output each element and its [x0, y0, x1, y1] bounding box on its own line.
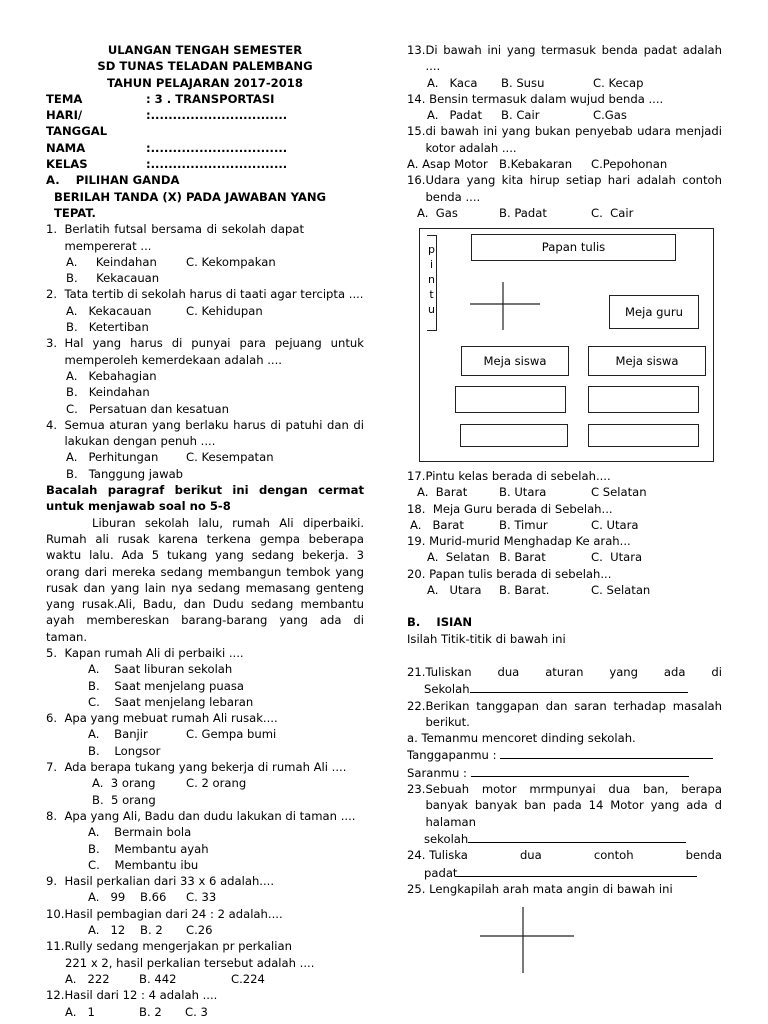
- options: A. Utara B. Barat. C. Selatan: [427, 583, 651, 598]
- question-10: 10. Hasil pembagian dari 24 : 2 adalah....: [46, 906, 283, 921]
- door: p i n t u: [427, 235, 437, 331]
- student-desk: Meja siswa: [461, 346, 569, 376]
- right-column: [407, 42, 722, 221]
- options: B. Kekacauan: [66, 271, 160, 286]
- identity-block: [46, 91, 364, 172]
- teacher-desk: Meja guru: [609, 295, 699, 329]
- question-11-continued: 221 x 2, hasil perkalian tersebut adalah ....: [65, 955, 315, 970]
- options: A. 3 orang C. 2 orang: [92, 776, 247, 791]
- section-a-title: A. PILIHAN GANDA: [46, 173, 180, 188]
- question-3: 3. Hal yang harus di punyai para pejuang untuk memperoleh kemerdekaan adalah ....: [46, 336, 364, 367]
- options: A. Kaca B. Susu C. Kecap: [427, 75, 644, 90]
- student-desk-empty: [460, 424, 568, 447]
- identity-row: KELAS :...............................: [46, 157, 288, 172]
- header-year: TAHUN PELAJARAN 2017-2018: [107, 75, 303, 90]
- question-22-sub: a. Temanmu mencoret dinding sekolah.: [407, 731, 636, 746]
- question-2: 2. Tata tertib di sekolah harus di taati agar tercipta ....: [46, 287, 364, 302]
- answer-blank[interactable]: [470, 680, 688, 693]
- question-24: 24. Tuliska dua contoh benda: [407, 848, 722, 863]
- options: A. Barat B. Utara C Selatan: [417, 485, 647, 500]
- question-23-answer-line: sekolah: [407, 830, 722, 847]
- options: A. Barat B. Timur C. Utara: [410, 517, 639, 532]
- question-13: 13. Di bawah ini yang termasuk benda padat adalah ....: [407, 43, 722, 74]
- question-1: 1. Berlatih futsal bersama di sekolah dapat mempererat ...: [46, 222, 304, 253]
- options: B. 5 orang: [92, 792, 156, 807]
- response-line: Tanggapanmu :: [407, 746, 722, 763]
- question-22: 22. Berikan tanggapan dan saran terhadap masalah berikut.: [407, 698, 722, 729]
- compass-cross: [470, 282, 542, 332]
- question-15: 15. di bawah ini yang bukan penyebab udara menjadi kotor adalah ....: [407, 124, 722, 155]
- question-5: 5. Kapan rumah Ali di perbaiki ....: [46, 645, 244, 660]
- wind-direction-cross: [478, 905, 576, 975]
- question-21-answer-line: Sekolah: [407, 680, 722, 697]
- question-25: 25. Lengkapilah arah mata angin di bawah ini: [407, 881, 673, 896]
- section-a-instruction: BERILAH TANDA (X) PADA JAWABAN YANG TEPAT.: [54, 189, 327, 220]
- options: A. Gas B. Padat C. Cair: [417, 205, 634, 220]
- whiteboard: Papan tulis: [471, 234, 676, 261]
- options: A. 12 B. 2 C.26: [88, 923, 213, 938]
- student-desk-empty: [588, 424, 699, 447]
- paragraph-intro: Bacalah paragraf berikut ini dengan cermat untuk menjawab soal no 5-8: [46, 483, 364, 514]
- header-school: SD TUNAS TELADAN PALEMBANG: [97, 59, 313, 74]
- question-14: 14. Bensin termasuk dalam wujud benda ....: [407, 91, 664, 106]
- question-6: 6. Apa yang mebuat rumah Ali rusak....: [46, 711, 278, 726]
- answer-blank[interactable]: [471, 764, 689, 777]
- options: A. Padat B. Cair C.Gas: [427, 108, 627, 123]
- options: A. 99 B.66 C. 33: [88, 890, 217, 905]
- identity-row: TEMA : 3 . TRANSPORTASI: [46, 91, 275, 106]
- question-12: 12. Hasil dari 12 : 4 adalah ....: [46, 988, 218, 1003]
- question-21: 21. Tuliskan dua aturan yang ada di: [407, 664, 722, 679]
- options: B. Longsor: [88, 743, 161, 758]
- options: A. Kebahagian B. Keindahan C. Persatuan dan kesatuan: [66, 368, 229, 416]
- left-column: [46, 42, 364, 1020]
- response-line: Saranmu :: [407, 764, 722, 781]
- options: A. Kekacauan C. Kehidupan: [66, 303, 263, 318]
- spacer: [407, 647, 722, 664]
- reading-paragraph: Liburan sekolah lalu, rumah Ali diperbaiki. Rumah ali rusak karena terkena gempa beberapa waktu lalu. Ada 5 tukang yang sedang bekerja. 3 orang dari mereka sedang membangun tembok yang rusak dan yang lain nya sedang memasang genteng yang rusak.Ali, Badu, dan Dudu sedang membantu ayah membereskan barang-barang yang ada di taman.: [46, 515, 364, 644]
- student-desk-empty: [588, 386, 699, 413]
- identity-row: NAMA :...............................: [46, 140, 288, 155]
- question-20: 20. Papan tulis berada di sebelah...: [407, 566, 612, 581]
- answer-blank[interactable]: [500, 746, 713, 759]
- answer-blank[interactable]: [468, 830, 686, 843]
- question-18: 18. Meja Guru berada di Sebelah...: [407, 501, 613, 516]
- spacer: [407, 598, 722, 614]
- classroom-diagram: [419, 228, 714, 462]
- options: A. Selatan B. Barat C. Utara: [427, 550, 643, 565]
- section-b-instruction: Isilah Titik-titik di bawah ini: [407, 631, 566, 646]
- right-column-lower: [407, 468, 722, 897]
- question-24-answer-line: padat: [407, 864, 722, 881]
- question-11: 11. Rully sedang mengerjakan pr perkalian: [46, 939, 292, 954]
- question-4: 4. Semua aturan yang berlaku harus di patuhi dan di lakukan dengan penuh ....: [46, 417, 364, 449]
- question-16: 16. Udara yang kita hirup setiap hari adalah contoh benda ....: [407, 173, 722, 204]
- options: A. Bermain bola B. Membantu ayah C. Membantu ibu: [88, 825, 209, 872]
- options: A. Perhitungan C. Kesempatan: [66, 450, 274, 465]
- student-desk: Meja siswa: [588, 346, 706, 376]
- question-7: 7. Ada berapa tukang yang bekerja di rumah Ali ....: [46, 760, 347, 775]
- question-23: 23. Sebuah motor mrmpunyai dua ban, berapa banyak banyak ban pada 14 Motor yang ada d halaman: [407, 782, 722, 829]
- options: B. Tanggung jawab: [66, 466, 184, 481]
- options: A. 222 B. 442 C.224: [65, 971, 265, 986]
- identity-row: HARI/ TANGGAL :...............................: [46, 108, 288, 139]
- options: A. Asap Motor B.Kebakaran C.Pepohonan: [407, 157, 668, 172]
- options: A. Keindahan C. Kekompakan: [66, 254, 276, 269]
- header-title: ULANGAN TENGAH SEMESTER: [107, 43, 303, 57]
- options: A. 1 B. 2 C. 3: [65, 1004, 208, 1019]
- question-17: 17. Pintu kelas berada di sebelah....: [407, 469, 611, 483]
- answer-blank[interactable]: [457, 864, 697, 877]
- question-9: 9. Hasil perkalian dari 33 x 6 adalah....: [46, 874, 275, 889]
- question-8: 8. Apa yang Ali, Badu dan dudu lakukan di taman ....: [46, 808, 356, 823]
- question-19: 19. Murid-murid Menghadap Ke arah...: [407, 534, 631, 549]
- options: B. Ketertiban: [66, 320, 149, 335]
- student-desk-empty: [455, 386, 566, 413]
- options: A. Saat liburan sekolah B. Saat menjelang puasa C. Saat menjelang lebaran: [88, 662, 254, 709]
- section-b-title: B. ISIAN: [407, 615, 473, 630]
- options: A. Banjir C. Gempa bumi: [88, 727, 277, 742]
